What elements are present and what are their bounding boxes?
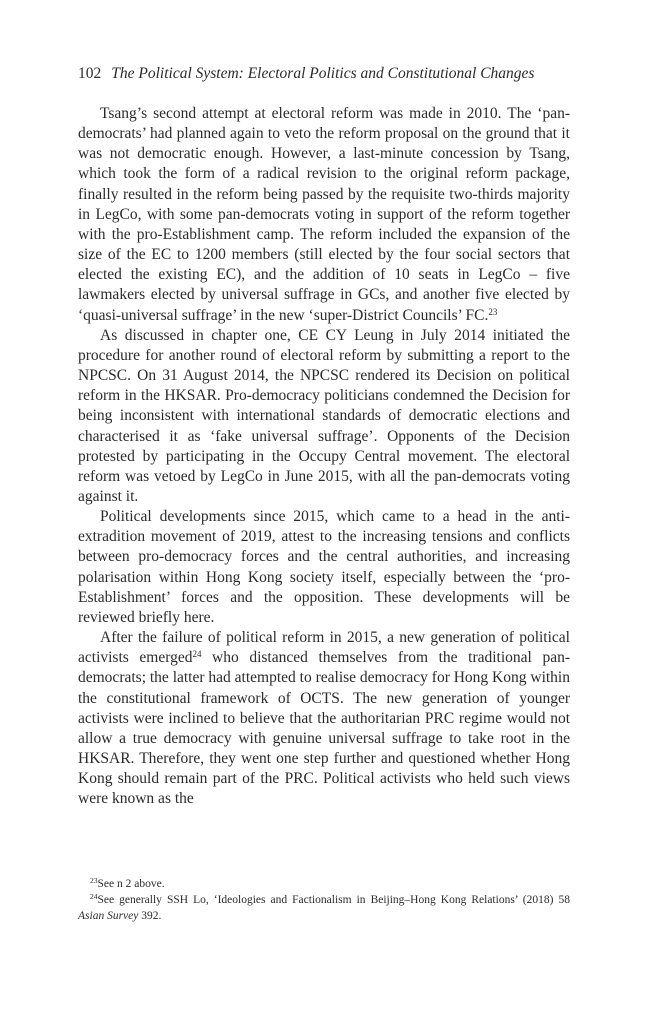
footnote-number: 24 (90, 892, 98, 901)
footnote (78, 892, 570, 924)
paragraph-text: who distanced themselves from the traditional pan-democrats; the latter had attempted to realise democracy for Hong Kong within the constitutional framework of OCTS. The new generation of younger activists were inclined to believe that the authoritarian PRC regime would not allow a true democracy with genuine universal suffrage to take root in the HKSAR. Therefore, they went one step further and questioned whether Hong Kong should remain part of the PRC. Political activists who held such views were known as the (78, 649, 570, 808)
paragraph (78, 628, 570, 809)
page-number: 102 (78, 65, 102, 82)
footnote-ref[interactable]: 23 (488, 306, 498, 317)
footnote (78, 876, 570, 892)
footnote-number: 23 (90, 876, 98, 885)
running-title: The Political System: Electoral Politics and Constitutional Changes (111, 65, 535, 82)
footnote-ref[interactable]: 24 (192, 649, 202, 660)
footnotes (78, 876, 570, 924)
paragraph-text: As discussed in chapter one, CE CY Leung in July 2014 initiated the procedure for another round of electoral reform by submitting a report to the NPCSC. On 31 August 2014, the NPCSC rendered its Decision on political reform in the HKSAR. Pro-democracy politicians condemned the Decision for being inconsistent with international standards of democratic elections and characterised it as ‘fake universal suffrage’. Opponents of the Decision protested by participating in the Occupy Central movement. The electoral reform was vetoed by LegCo in June 2015, with all the pan-democrats voting against it. (78, 326, 570, 505)
paragraph (78, 104, 570, 326)
footnote-text: See generally SSH Lo, ‘Ideologies and Factionalism in Beijing–Hong Kong Relations’ (2018) 58 (97, 894, 570, 906)
paragraph (78, 507, 570, 628)
body-text (78, 104, 570, 809)
journal-title: Asian Survey (78, 910, 139, 922)
running-header (78, 64, 570, 84)
paragraph-text: After the failure of political reform in 2015, a new generation of political activists emerged (78, 629, 570, 667)
footnote-text: 392. (138, 910, 162, 922)
footnote-text: See n 2 above. (97, 878, 165, 890)
paragraph (78, 326, 570, 507)
book-page (78, 0, 570, 1017)
paragraph-text: Political developments since 2015, which came to a head in the anti-extradition movement of 2019, attest to the increasing tensions and conflicts between pro-democracy forces and the central authorities, and increasing polarisation within Hong Kong society itself, especially between the ‘pro-Establishment’ forces and the opposition. These developments will be reviewed briefly here. (78, 508, 570, 626)
paragraph-text: Tsang’s second attempt at electoral reform was made in 2010. The ‘pan-democrats’ had planned again to veto the reform proposal on the ground that it was not democratic enough. However, a last-minute concession by Tsang, which took the form of a radical revision to the original reform package, finally resulted in the reform being passed by the requisite two-thirds majority in LegCo, with some pan-democrats voting in support of the reform together with the pro-Establishment camp. The reform included the expansion of the size of the EC to 1200 members (still elected by the four social sectors that elected the existing EC), and the addition of 10 seats in LegCo – five lawmakers elected by universal suffrage in GCs, and another five elected by ‘quasi-universal suffrage’ in the new ‘super-District Councils’ FC. (78, 105, 570, 324)
